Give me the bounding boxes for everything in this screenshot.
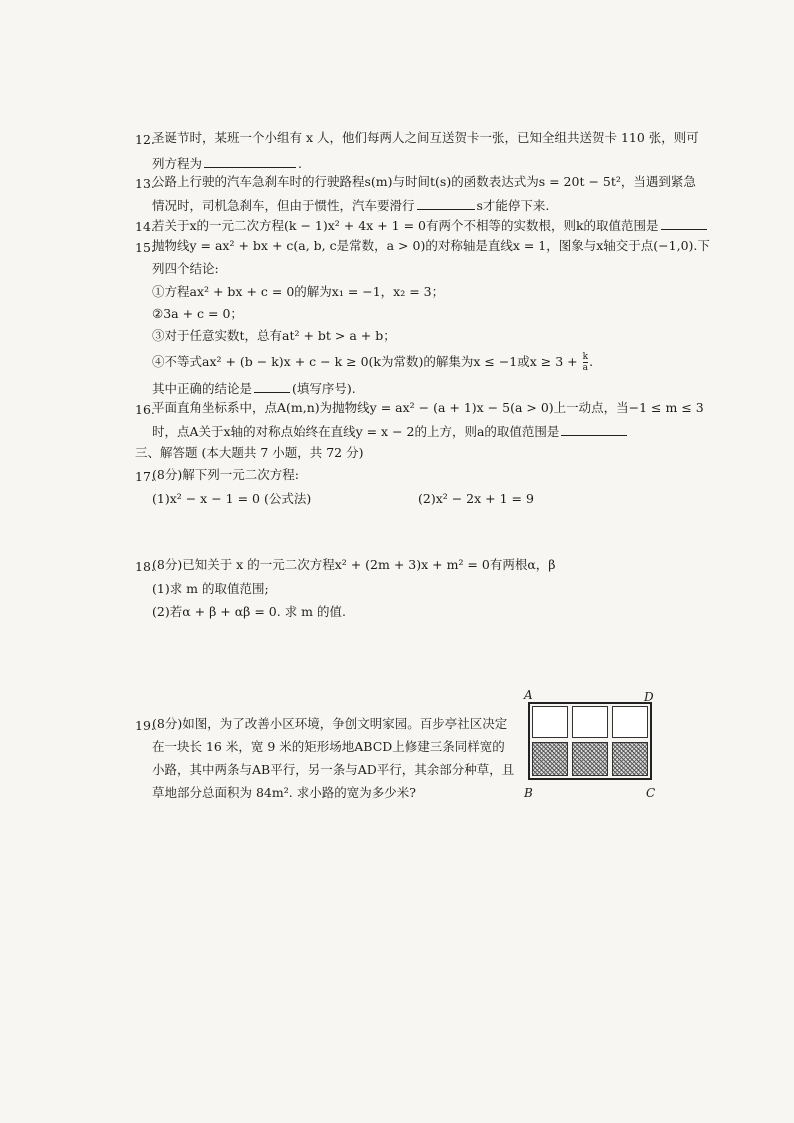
grass-plot [532,742,568,776]
q19-line4: 草地部分总面积为 84m². 求小路的宽为多少米? [152,785,416,800]
q16-line2 [152,423,629,440]
q18-part1: (1)求 m 的取值范围; [152,581,269,596]
question-number: 14. [135,219,155,234]
label-A: A [524,688,533,702]
grass-plot [612,706,648,738]
q18-part2: (2)若α + β + αβ = 0. 求 m 的值. [152,604,346,619]
q14-line1a: 若关于x的一元二次方程(k − 1)x² + 4x + 1 = 0有两个不相等的实数根，则k的取值范围是 [152,218,659,233]
question-number: 15. [135,240,155,255]
q12-line2 [152,155,302,172]
q15-ans-a: 其中正确的结论是 [152,381,253,396]
question-number: 16. [135,402,155,417]
q12-line2a: 列方程为 [152,156,203,171]
q17-part1: (1)x² − x − 1 = 0 (公式法) [152,491,312,506]
q16-line1: 平面直角坐标系中，点A(m,n)为抛物线y = ax² − (a + 1)x − 5(a > 0)上一动点，当−1 ≤ m ≤ 3 [152,400,704,415]
q15-line2: 列四个结论: [152,261,219,276]
q19-line2: 在一块长 16 米，宽 9 米的矩形场地ABCD上修建三条同样宽的 [152,739,505,754]
q15-c4a: ④不等式ax² + (b − k)x + c − k ≥ 0(k为常数)的解集为x ≤ −1或x ≥ 3 + [152,354,578,369]
question-number: 12. [135,132,155,147]
q15-ans-b: (填写序号). [292,381,356,396]
rectangle-abcd [528,702,652,780]
q19-figure [522,688,662,804]
grass-plot [532,706,568,738]
answer-blank [561,423,627,436]
q19-line3: 小路，其中两条与AB平行，另一条与AD平行，其余部分种草，且 [152,762,515,777]
label-C: C [646,786,656,800]
question-number: 17. [135,469,155,484]
q12-line2b: . [298,156,302,171]
q19-line1: (8分)如图，为了改善小区环境，争创文明家园。百步亭社区决定 [152,716,508,731]
fraction [583,352,588,373]
label-B: B [524,786,533,800]
answer-blank [204,155,296,168]
q15-line1: 抛物线y = ax² + bx + c(a, b, c是常数，a > 0)的对称轴是直线x = 1，图象与x轴交于点(−1,0).下 [152,238,710,253]
q15-answer-line [152,380,356,397]
fraction-numerator: k [582,352,589,362]
q14-line1 [152,217,709,234]
q13-line2a: 情况时，司机急刹车，但由于惯性，汽车要滑行 [152,198,415,213]
q12-line1: 圣诞节时，某班一个小组有 x 人，他们每两人之间互送贺卡一张，已知全组共送贺卡 110 张，则可 [152,130,699,145]
q15-c4b: . [589,354,594,369]
label-D: D [644,690,654,704]
question-number: 13. [135,176,155,191]
section-heading: 三、解答题 (本大题共 7 小题，共 72 分) [135,445,364,460]
q16-line2a: 时，点A关于x轴的对称点始终在直线y = x − 2的上方，则a的取值范围是 [152,424,560,439]
answer-blank [254,380,290,393]
answer-blank [417,197,475,210]
q15-conclusion-3: ③对于任意实数t，总有at² + bt > a + b； [152,328,396,343]
q13-line1: 公路上行驶的汽车急刹车时的行驶路程s(m)与时间t(s)的函数表达式为s = 20t − 5t²，当遇到紧急 [152,174,696,189]
grass-plot [612,742,648,776]
q15-conclusion-4 [152,352,593,373]
fraction-denominator: a [582,363,589,373]
q17-part2: (2)x² − 2x + 1 = 9 [418,491,534,506]
q18-stem: (8分)已知关于 x 的一元二次方程x² + (2m + 3)x + m² = 0有两根α，β [152,557,556,572]
question-number: 18. [135,559,155,574]
grass-plot [572,742,608,776]
question-number: 19. [135,718,155,733]
answer-blank [661,217,707,230]
q13-line2 [152,197,549,214]
q15-conclusion-1: ①方程ax² + bx + c = 0的解为x₁ = −1，x₂ = 3； [152,284,445,299]
q13-line2b: s才能停下来. [476,198,550,213]
q15-conclusion-2: ②3a + c = 0； [152,306,243,321]
q17-stem: (8分)解下列一元二次方程: [152,467,299,482]
grass-plot [572,706,608,738]
